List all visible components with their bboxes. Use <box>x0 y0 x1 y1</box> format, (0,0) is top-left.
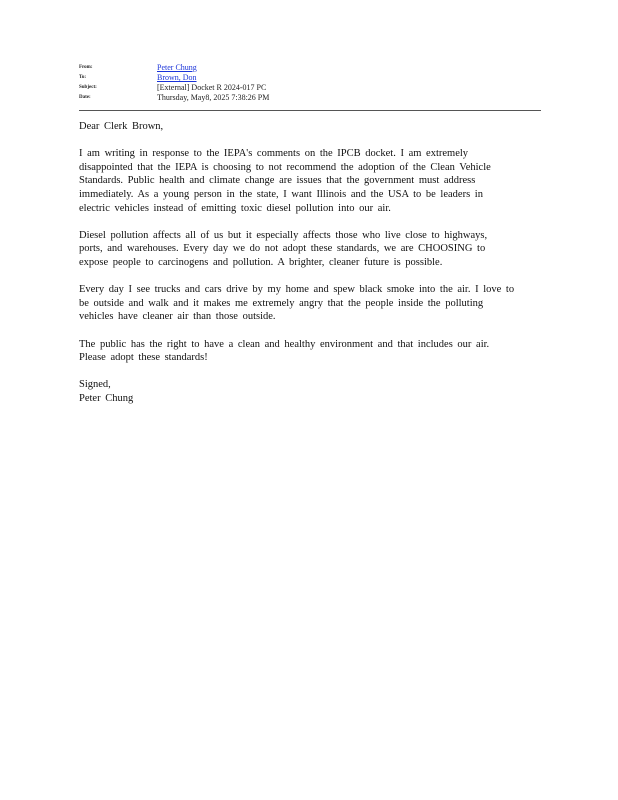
date-value: Thursday, May8, 2025 7:38:26 PM <box>157 93 270 102</box>
email-header <box>79 63 541 103</box>
salutation-line: Dear Clerk Brown, <box>79 121 164 132</box>
paragraph-line: immediately. As a young person in the state, I want Illinois and the USA to be leaders in <box>79 188 483 200</box>
closing-line: Signed, <box>79 379 111 391</box>
paragraph-line: I am writing in response to the IEPA's comments on the IPCB docket. I am extremely <box>79 148 469 160</box>
paragraph-line: vehicles have cleaner air than those outside. <box>79 311 276 323</box>
to-label: To: <box>79 75 87 80</box>
paragraph-3 <box>79 283 541 324</box>
paragraph-4 <box>79 338 541 365</box>
paragraph-line: Diesel pollution affects all of us but it especially affects those who live close to highways, <box>79 229 488 241</box>
paragraph-line: Every day I see trucks and cars drive by my home and spew black smoke into the air. I love to <box>79 284 515 296</box>
paragraph-line: ports, and warehouses. Every day we do not adopt these standards, we are CHOOSING to <box>79 243 486 255</box>
from-sender-link[interactable]: Peter Chung <box>157 63 197 72</box>
to-row <box>79 73 541 83</box>
paragraph-2 <box>79 229 541 270</box>
subject-value: [External] Docket R 2024-017 PC <box>157 83 267 92</box>
date-label: Date: <box>79 95 91 100</box>
paragraph-line: Standards. Public health and climate change are issues that the government must address <box>79 175 476 187</box>
paragraph-line: The public has the right to have a clean and healthy environment and that includes our air. <box>79 338 490 350</box>
from-label: From: <box>79 65 93 70</box>
sign-off <box>79 378 541 405</box>
header-divider <box>79 110 541 111</box>
signature-line: Peter Chung <box>79 392 134 404</box>
paragraph-1 <box>79 147 541 215</box>
subject-row <box>79 83 541 93</box>
salutation <box>79 120 541 134</box>
paragraph-line: disappointed that the IEPA is choosing to not recommend the adoption of the Clean Vehicle <box>79 161 491 173</box>
paragraph-line: expose people to carcinogens and pollution. A brighter, cleaner future is possible. <box>79 256 443 268</box>
paragraph-line: electric vehicles instead of emitting toxic diesel pollution into our air. <box>79 202 391 214</box>
paragraph-line: Please adopt these standards! <box>79 352 208 364</box>
to-recipient-link[interactable]: Brown, Don <box>157 73 197 82</box>
from-row <box>79 63 541 73</box>
paragraph-line: be outside and walk and it makes me extremely angry that the people inside the polluting <box>79 297 484 309</box>
email-body <box>79 120 541 419</box>
subject-label: Subject: <box>79 85 97 90</box>
date-row <box>79 93 541 103</box>
